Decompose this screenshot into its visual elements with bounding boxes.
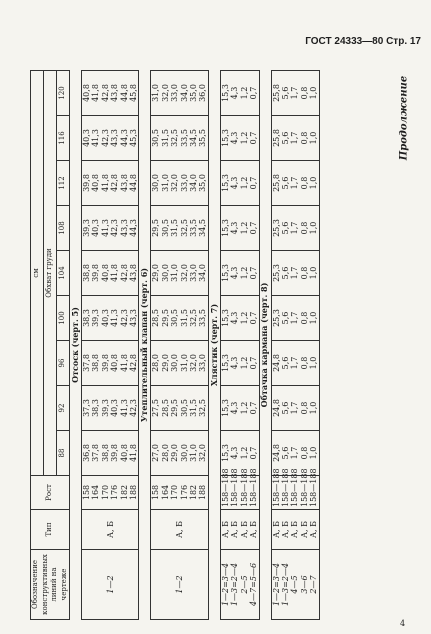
height-cell: 158—188 158—188 158—188 158—188 158—188	[271, 476, 319, 510]
value-cell: 25,3 5,6 1,7 0,8 1,0	[271, 296, 319, 341]
value-cell: 24,8 5,6 1,7 0,8 1,0	[271, 431, 319, 476]
height-header: Рост	[31, 476, 70, 510]
value-cell: 15,3 4,3 1,2 0,7	[220, 431, 259, 476]
chest-size-header: 116	[57, 116, 70, 161]
designation-cell: 1—2	[151, 550, 208, 620]
value-cell: 25,8 5,6 1,7 0,8 1,0	[271, 116, 319, 161]
section-title: Хлястик (черт. 7)	[208, 71, 220, 620]
value-cell: 28,0 29,0 30,0 31,0 32,0 33,0	[151, 341, 208, 386]
designation-header: Обозначение конструктивных линий на чертеже	[31, 550, 70, 620]
height-cell: 158 164 170 176 182 188	[151, 476, 208, 510]
value-cell: 15,3 4,3 1,2 0,7	[220, 386, 259, 431]
type-cell: А, Б	[82, 510, 139, 550]
rotated-table-container	[30, 70, 392, 620]
section-title: Утеплительный клапан (черт. 6)	[139, 71, 151, 620]
chest-size-header: 120	[57, 71, 70, 116]
value-cell: 25,3 5,6 1,7 0,8 1,0	[271, 251, 319, 296]
chest-size-header: 112	[57, 161, 70, 206]
section-title: Отсоск (черт. 5)	[70, 71, 82, 620]
chest-size-header: 108	[57, 206, 70, 251]
value-cell: 25,8 5,6 1,7 0,8 1,0	[271, 161, 319, 206]
value-cell: 15,3 4,3 1,2 0,7	[220, 116, 259, 161]
value-cell: 40,8 41,8 42,8 43,8 44,8 45,8	[82, 71, 139, 116]
value-cell: 39,3 40,3 41,3 42,3 43,3 44,3	[82, 206, 139, 251]
value-cell: 38,8 39,8 40,8 41,8 42,8 43,8	[82, 251, 139, 296]
value-cell: 28,5 29,5 30,5 31,5 32,5 33,5	[151, 296, 208, 341]
value-cell: 37,8 38,8 39,8 40,8 41,8 42,8	[82, 341, 139, 386]
value-cell: 29,0 30,0 31,0 32,0 33,0 34,0	[151, 251, 208, 296]
value-cell: 15,3 4,3 1,2 0,7	[220, 206, 259, 251]
value-cell: 40,3 41,3 42,3 43,3 44,3 45,3	[82, 116, 139, 161]
value-cell: 27,5 28,5 29,5 30,5 31,5 32,5	[151, 386, 208, 431]
chest-size-header: 92	[57, 386, 70, 431]
designation-cell: 1—2=3—4 1—3=2—4 4—5 3—6 2—7	[271, 550, 319, 620]
value-cell: 25,3 5,6 1,7 0,8 1,0	[271, 206, 319, 251]
type-cell: А, Б А, Б А, Б А, Б	[220, 510, 259, 550]
measurements-table	[30, 70, 320, 620]
value-cell: 36,8 37,8 38,8 39,8 40,8 41,8	[82, 431, 139, 476]
value-cell: 39,8 40,8 41,8 42,8 43,8 44,8	[82, 161, 139, 206]
chest-size-header: 104	[57, 251, 70, 296]
value-cell: 15,3 4,3 1,2 0,7	[220, 251, 259, 296]
chest-size-header: 100	[57, 296, 70, 341]
value-cell: 30,0 31,0 32,0 33,0 34,0 35,0	[151, 161, 208, 206]
value-cell: 37,3 38,3 39,3 40,3 41,3 42,3	[82, 386, 139, 431]
height-cell: 158 164 170 176 182 188	[82, 476, 139, 510]
value-cell: 15,3 4,3 1,2 0,7	[220, 341, 259, 386]
value-cell: 30,5 31,5 32,5 33,5 34,5 35,5	[151, 116, 208, 161]
value-cell: 38,3 39,3 40,3 41,3 42,3 43,3	[82, 296, 139, 341]
value-cell: 25,8 5,6 1,7 0,8 1,0	[271, 71, 319, 116]
type-header: Тип	[31, 510, 70, 550]
page-number: 4	[400, 619, 406, 628]
value-cell: 31,0 32,0 33,0 34,0 35,0 36,0	[151, 71, 208, 116]
designation-cell: 1—2	[82, 550, 139, 620]
type-cell: А, Б	[151, 510, 208, 550]
chest-size-header: 96	[57, 341, 70, 386]
continuation-label: Продолжение	[398, 75, 410, 161]
designation-cell: 1—2=3—4 1—3=2—4 2—5 4—7=5—6	[220, 550, 259, 620]
height-cell: 158—188 158—188 158—188 158—188	[220, 476, 259, 510]
chest-size-header: 88	[57, 431, 70, 476]
value-cell: 15,3 4,3 1,2 0,7	[220, 71, 259, 116]
unit-header: см	[31, 71, 44, 476]
value-cell: 15,3 4,3 1,2 0,7	[220, 161, 259, 206]
value-cell: 24,8 5,6 1,7 0,8 1,0	[271, 386, 319, 431]
value-cell: 29,5 30,5 31,5 32,5 33,5 34,5	[151, 206, 208, 251]
value-cell: 15,3 4,3 1,2 0,7	[220, 296, 259, 341]
value-cell: 27,0 28,0 29,0 30,0 31,0 32,0	[151, 431, 208, 476]
value-cell: 24,8 5,6 1,7 0,8 1,0	[271, 341, 319, 386]
chest-header: Обхват груди	[44, 71, 57, 476]
section-title: Обтачка кармана (черт. 8)	[259, 71, 271, 620]
page-header: ГОСТ 24333—80 Стр. 17	[305, 36, 421, 47]
type-cell: А, Б А, Б А, Б А, Б А, Б	[271, 510, 319, 550]
